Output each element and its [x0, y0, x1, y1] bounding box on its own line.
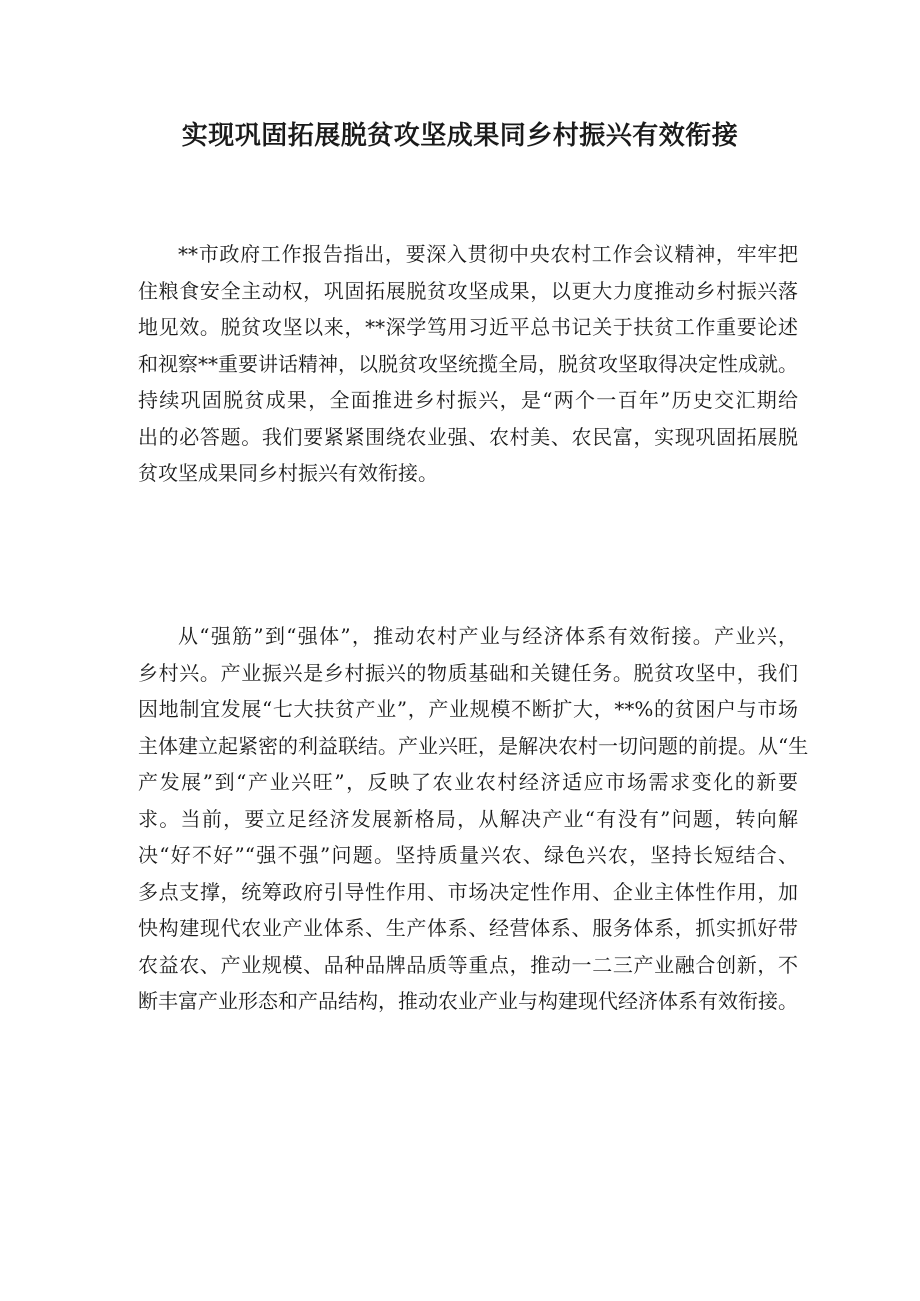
- paragraph-line: 断丰富产业形态和产品结构，推动农业产业与构建现代经济体系有效衔接。: [138, 989, 798, 1013]
- paragraph-line: 快构建现代农业产业体系、生产体系、经营体系、服务体系，抓实抓好带: [138, 916, 798, 940]
- paragraph-line: 和视察**重要讲话精神，以脱贫攻坚统揽全局，脱贫攻坚取得决定性成就。: [138, 351, 798, 376]
- paragraph-line: 贫攻坚成果同乡村振兴有效衔接。: [138, 461, 438, 485]
- paragraph-line: 从“强筋”到“强体”，推动农村产业与经济体系有效衔接。产业兴，: [178, 624, 798, 648]
- paragraph-line: 主体建立起紧密的利益联结。产业兴旺，是解决农村一切问题的前提。从“生: [138, 733, 809, 758]
- paragraph-line: 决“好不好”“强不强”问题。坚持质量兴农、绿色兴农，坚持长短结合、: [138, 843, 798, 867]
- paragraph-line: 地见效。脱贫攻坚以来，**深学笃用习近平总书记关于扶贫工作重要论述: [138, 315, 798, 339]
- paragraph-industry: [138, 618, 809, 1020]
- paragraph-line: 因地制宜发展“七大扶贫产业”，产业规模不断扩大，**%的贫困户与市场: [138, 697, 798, 721]
- paragraph-line: 住粮食安全主动权，巩固拓展脱贫攻坚成果，以更大力度推动乡村振兴落: [138, 278, 798, 303]
- paragraph-line: 乡村兴。产业振兴是乡村振兴的物质基础和关键任务。脱贫攻坚中，我们: [138, 660, 798, 685]
- document-title: 实现巩固拓展脱贫攻坚成果同乡村振兴有效衔接: [181, 121, 739, 151]
- paragraph-line: 多点支撑，统筹政府引导性作用、市场决定性作用、企业主体性作用，加: [138, 879, 798, 904]
- paragraph-line: 求。当前，要立足经济发展新格局，从解决产业“有没有”问题，转向解: [138, 806, 798, 831]
- paragraph-line: **市政府工作报告指出，要深入贯彻中央农村工作会议精神，牢牢把: [178, 242, 798, 266]
- paragraph-line: 产发展”到“产业兴旺”，反映了农业农村经济适应市场需求变化的新要: [138, 770, 798, 794]
- paragraph-line: 持续巩固脱贫成果，全面推进乡村振兴，是“两个一百年”历史交汇期给: [138, 388, 798, 412]
- paragraph-intro: [138, 236, 798, 492]
- paragraph-line: 农益农、产业规模、品种品牌品质等重点，推动一二三产业融合创新，不: [138, 952, 798, 977]
- paragraph-line: 出的必答题。我们要紧紧围绕农业强、农村美、农民富，实现巩固拓展脱: [138, 424, 798, 449]
